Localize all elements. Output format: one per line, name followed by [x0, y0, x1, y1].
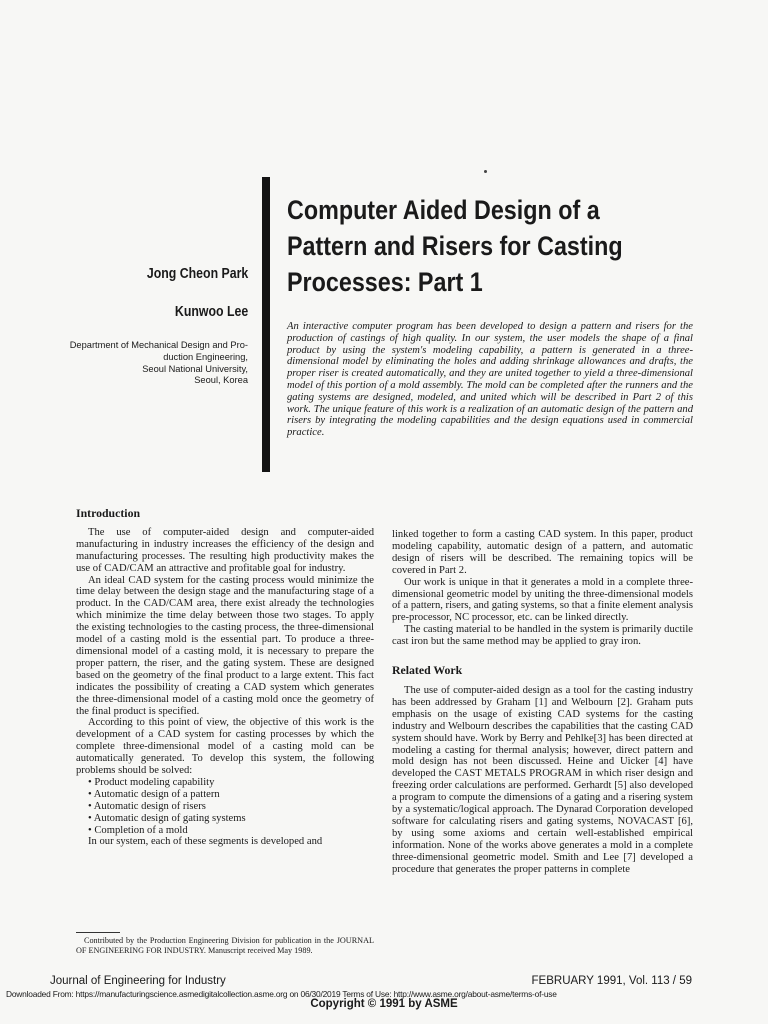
- problem-list: [76, 777, 374, 837]
- download-notice: Downloaded From: https://manufacturingscience.asmedigitalcollection.asme.org on 06/30/2019 Terms of Use: http://www.asme.org/about-asme/terms-of-use: [6, 989, 557, 999]
- footnote: Contributed by the Production Engineering Division for publication in the JOURNAL OF ENGINEERING FOR INDUSTRY. Manuscript received May 1989.: [76, 936, 374, 955]
- affiliation-line-4: Seoul, Korea: [194, 375, 248, 386]
- list-item: • Automatic design of gating systems: [88, 813, 374, 825]
- intro-paragraph-3: According to this point of view, the objective of this work is the development of a CAD system for casting processes by which the complete three-dimensional model of a casting mold can be automatically generated. To develop this system, the following problems should be solved:: [76, 717, 374, 777]
- list-item: • Completion of a mold: [88, 825, 374, 837]
- list-item: • Automatic design of a pattern: [88, 789, 374, 801]
- right-paragraph-1: linked together to form a casting CAD system. In this paper, product modeling capability, automatic design of a pattern, and automatic design of risers will be described. The remaining topics will be covered in Part 2.: [392, 529, 693, 576]
- copyright: Copyright © 1991 by ASME: [310, 998, 458, 1010]
- right-paragraph-3: The casting material to be handled in the system is primarily ductile cast iron but the same method may be applied to gray iron.: [392, 624, 693, 648]
- affiliation: [58, 340, 248, 387]
- abstract: An interactive computer program has been developed to design a pattern and risers for the production of castings of high quality. In our system, the user models the shape of a final product by using the system's modeling capability, a pattern is generated in a three-dimensional model by eliminating the holes and adding shrinkage allowances and drafts, the proper riser is created automatically, and they are united together to yield a three-dimensional model of this portion of a mold assembly. The mold can be completed after the runners and the gating systems are designed, modeled, and united which will be described in Part 2 of this work. The unique feature of this work is a realization of an automatic design of the pattern and risers by integrating the modeling capabilities and the design equations used in commercial practice.: [287, 321, 693, 439]
- affiliation-line-3: Seoul National University,: [142, 363, 248, 374]
- journal-name: Journal of Engineering for Industry: [50, 975, 226, 987]
- right-paragraph-2: Our work is unique in that it generates a mold in a complete three-dimensional geometric model by uniting the three-dimensional models of a pattern, risers, and gating systems, so that a finite element analysis pre-processor, NC processor, etc. can be linked directly.: [392, 576, 693, 624]
- title-rule: [262, 177, 270, 472]
- related-work-paragraph: The use of computer-aided design as a tool for the casting industry has been addressed by Graham [1] and Welbourn [2]. Graham puts emphasis on the usage of existing CAD systems for the casting industry and Welbourn describes the capabilities that the casting CAD system should have. Work by Berry and Pehlke[3] has been directed at modeling a casting for thermal analysis; however, direct pattern and mold design has not been discussed. Heine and Uicker [4] have developed the CAST METALS PROGRAM in which riser design and freezing order calculations are performed. Gerhardt [5] also developed a program to compute the dimensions of a gating and a risering system by a systematic/logical approach. The Dynarad Corporation developed software for calculating risers and gating systems, NOVACAST [6], by using some axioms and certain well-established empirical information. None of the works above generates a mold in a complete three-dimensional geometric model. Smith and Lee [7] developed a procedure that generates the proper patterns in complete: [392, 684, 693, 875]
- affiliation-line-1: Department of Mechanical Design and Pro-: [69, 340, 248, 350]
- list-item: • Automatic design of risers: [88, 801, 374, 813]
- right-column: [392, 529, 693, 875]
- intro-paragraph-4: In our system, each of these segments is developed and: [88, 836, 323, 848]
- title-line-1: Computer Aided Design of a: [287, 195, 600, 225]
- list-item: • Product modeling capability: [88, 777, 374, 789]
- footnote-rule: [76, 932, 120, 933]
- affiliation-line-2: duction Engineering,: [163, 351, 248, 362]
- title-line-3: Processes: Part 1: [287, 267, 483, 297]
- issue-info: FEBRUARY 1991, Vol. 113 / 59: [531, 975, 692, 987]
- author-1: Jong Cheon Park: [146, 266, 248, 282]
- paper-title: [287, 192, 657, 300]
- related-work-heading: Related Work: [392, 663, 463, 678]
- left-column: [76, 508, 374, 848]
- intro-paragraph-2: An ideal CAD system for the casting process would minimize the time delay between the design stage and the manufacturing stage of a product. In the CAD/CAM area, there exist already the technologies which minimize the time delay between those two stages. To apply the existing technologies to the casting process, the three-dimensional model of a casting mold is the essential part. To produce a three-dimensional model of a casting mold, it is necessary to prepare the proper pattern, the riser, and the gating system. These are designed based on the geometry of the final product to a large extent. This fact indicates the possibility of creating a CAD system which generates the three-dimensional model of a casting mold once the geometry of the final product is specified.: [76, 574, 374, 717]
- intro-paragraph-1: The use of computer-aided design and computer-aided manufacturing in industry increases the efficiency of the design and manufacturing processes. The resulting high productivity makes the use of CAD/CAM an attractive and profitable goal for industry.: [76, 526, 374, 574]
- intro-heading: Introduction: [76, 506, 141, 520]
- speck-mark: [484, 170, 487, 173]
- title-line-2: Pattern and Risers for Casting: [287, 231, 623, 261]
- author-2: Kunwoo Lee: [174, 304, 248, 320]
